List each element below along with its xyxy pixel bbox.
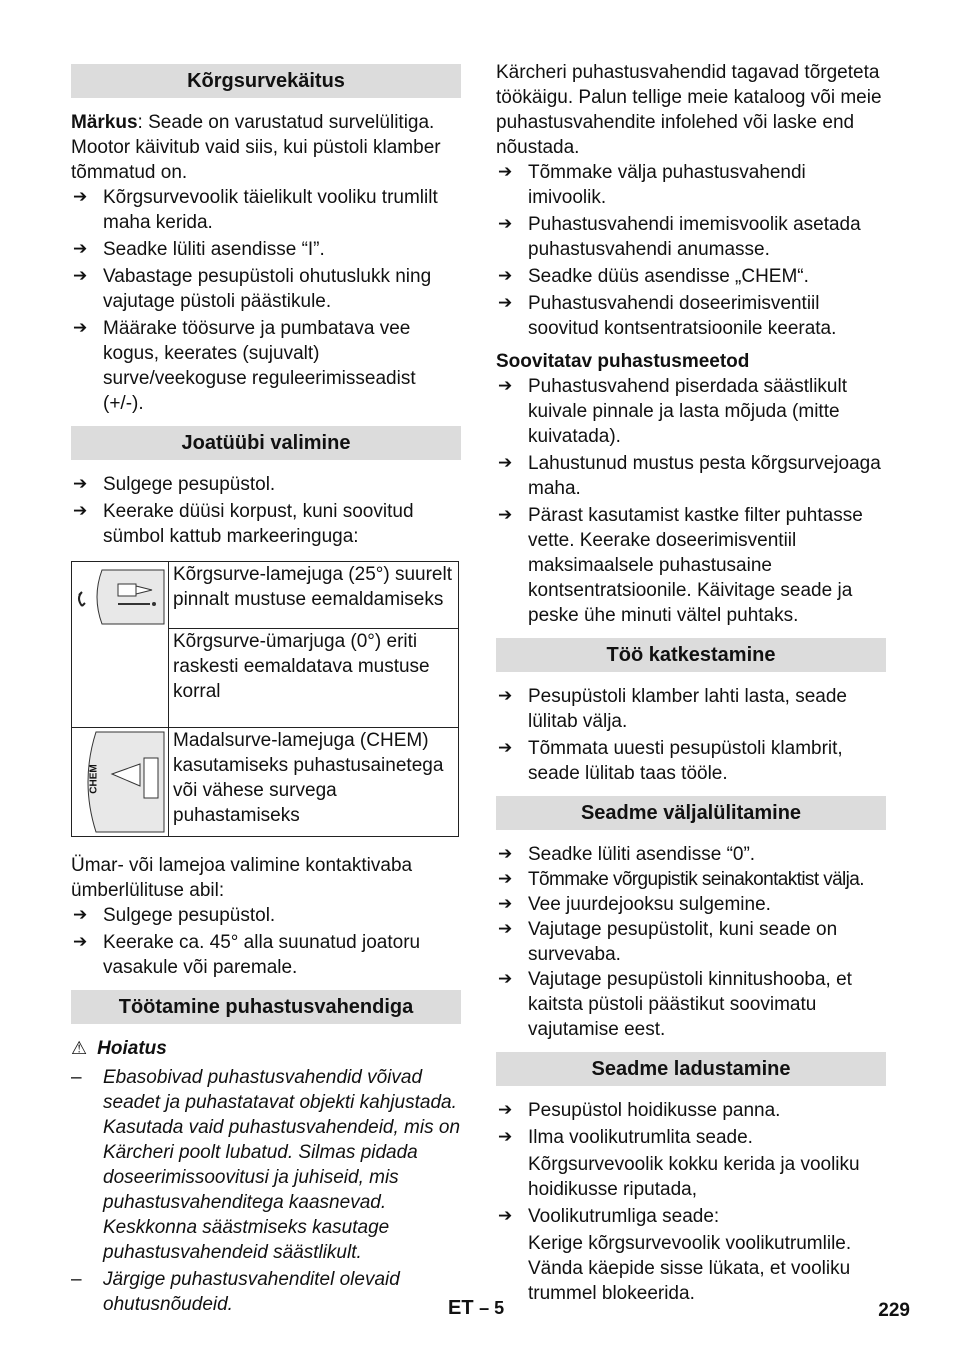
local-page-number: – 5 [479, 1298, 505, 1318]
list-item: ➔ Sulgege pesupüstol. [71, 472, 461, 497]
warning-item: – Järgige puhastusvahenditel olevaid ohutusnõudeid. [71, 1267, 461, 1317]
nozzle-image-high-pressure [72, 562, 169, 728]
warning-label: Hoiatus [97, 1038, 167, 1059]
list-item: ➔ Pesupüstoli klamber lahti lasta, seade lülitab välja. [496, 684, 886, 734]
paragraph: Kõrgsurvevoolik kokku kerida ja vooliku hoidikusse riputada, [528, 1154, 860, 1200]
jet-desc-chem: Madalsurve-lamejuga (CHEM) kasutamiseks puhastusainetega või vähese survega puhastamiseks [169, 728, 459, 837]
footer-language [448, 1296, 504, 1321]
chem-label: CHEM [88, 764, 100, 794]
language-code: ET [448, 1297, 474, 1319]
warning-item: – Ebasobivad puhastusvahendid võivad seadet ja puhastatavat objekti kahjustada. Kasutada vaid puhastusvahendeid, mis on Kärcheri poolt lubatud. Silmas pidada doseerimissoovitusi ja juhiseid, mis puhastusvahenditega kaasnevad. Keskkonna säästmiseks kasutage puhastusvahendeid säästlikult. [71, 1065, 461, 1265]
section-heading: Seadme väljalülitamine [496, 796, 886, 830]
list-item: ➔ Vee juurdejooksu sulgemine. [496, 892, 886, 917]
nozzle-image-chem [72, 728, 169, 837]
warning-icon: ⚠ [71, 1038, 88, 1059]
list-item: ➔ Vajutage pesupüstoli kinnitushooba, et kaitsta püstoli päästikut soovimatu vajutamise eest. [496, 967, 886, 1042]
list-item: ➔ Määrake töösurve ja pumbatava vee kogus, keerates (sujuvalt) surve/veekoguse reguleerimisseadist (+/-). [71, 316, 461, 416]
list-item: ➔ Ilma voolikutrumlita seade. [496, 1125, 886, 1150]
list-item: ➔ Seadke lüliti asendisse “0”. [496, 842, 886, 867]
list-item: ➔ Keerake ca. 45° alla suunatud joatoru vasakule või paremale. [71, 930, 461, 980]
jet-desc-round-high: Kõrgsurve-ümarjuga (0°) eriti raskesti eemaldatava mustuse korral [169, 628, 459, 727]
list-item: ➔ Tõmmata uuesti pesupüstoli klambrit, seade lülitab taas tööle. [496, 736, 886, 786]
list-item: ➔ Tõmmake välja puhastusvahendi imivoolik. [496, 160, 886, 210]
right-column [496, 60, 886, 1306]
list-item: ➔ Sulgege pesupüstol. [71, 903, 461, 928]
list-item: ➔ Keerake düüsi korpust, kuni soovitud sümbol kattub markeeringuga: [71, 499, 461, 549]
list-item: ➔ Puhastusvahendi imemisvoolik asetada puhastusvahendi anumasse. [496, 212, 886, 262]
section-heading: Joatüübi valimine [71, 426, 461, 460]
paragraph: Kerige kõrgsurvevoolik voolikutrumlile. Vända käepide sisse lükata, et vooliku trummel blokeerida. [528, 1233, 852, 1304]
list-item: ➔ Seadke lüliti asendisse “I”. [71, 237, 461, 262]
section-heading: Kõrgsurvekäitus [71, 64, 461, 98]
paragraph: Kärcheri puhastusvahendid tagavad tõrgeteta töökäigu. Palun tellige meie kataloog või meie puhastusvahendite infolehed või laske end nõustada. [496, 62, 882, 158]
list-item: ➔ Seadke düüs asendisse „CHEM“. [496, 264, 886, 289]
list-item: ➔ Pärast kasutamist kastke filter puhtasse vette. Keerake doseerimisventiil maksimaalsele puhastusaine kontsentratsioonile. Käivitage seade ja peske ühe minuti vältel puhtaks. [496, 503, 886, 628]
page-number: 229 [878, 1300, 910, 1321]
section-heading: Seadme ladustamine [496, 1052, 886, 1086]
jet-desc-flat-high: Kõrgsurve-lamejuga (25°) suurelt pinnalt mustuse eemaldamiseks [169, 562, 459, 629]
table-row [72, 562, 459, 629]
note-paragraph [71, 110, 461, 185]
subheading: Soovitatav puhastusmeetod [496, 351, 750, 372]
list-item: ➔ Puhastusvahendi doseerimisventiil soovitud kontsentratsioonile keerata. [496, 291, 886, 341]
chem-nozzle-icon [72, 728, 168, 836]
note-text: : Seade on varustatud survelülitiga. Mootor käivitub vaid siis, kui püstoli klamber tõmmatud on. [71, 112, 441, 183]
section-heading: Töötamine puhastusvahendiga [71, 990, 461, 1024]
note-label: Märkus [71, 112, 138, 133]
left-column [71, 60, 461, 1317]
table-row [72, 728, 459, 837]
list-item: ➔ Tõmmake võrgupistik seinakontaktist välja. [496, 867, 886, 892]
paragraph: Ümar- või lamejoa valimine kontaktivaba ümberlülituse abil: [71, 855, 413, 901]
list-item: ➔ Puhastusvahend piserdada säästlikult kuivale pinnale ja lasta mõjuda (mitte kuivatada). [496, 374, 886, 449]
list-item: ➔ Vabastage pesupüstoli ohutuslukk ning vajutage püstoli päästikule. [71, 264, 461, 314]
list-item: ➔ Pesupüstol hoidikusse panna. [496, 1098, 886, 1123]
list-item: ➔ Voolikutrumliga seade: [496, 1204, 886, 1229]
jet-type-table [71, 561, 459, 837]
nozzle-rotate-icon [72, 562, 168, 720]
list-item: ➔ Lahustunud mustus pesta kõrgsurvejoaga maha. [496, 451, 886, 501]
list-item: ➔ Vajutage pesupüstolit, kuni seade on survevaba. [496, 917, 886, 967]
warning-heading [71, 1036, 461, 1061]
section-heading: Töö katkestamine [496, 638, 886, 672]
list-item: ➔ Kõrgsurvevoolik täielikult vooliku trumlilt maha kerida. [71, 185, 461, 235]
